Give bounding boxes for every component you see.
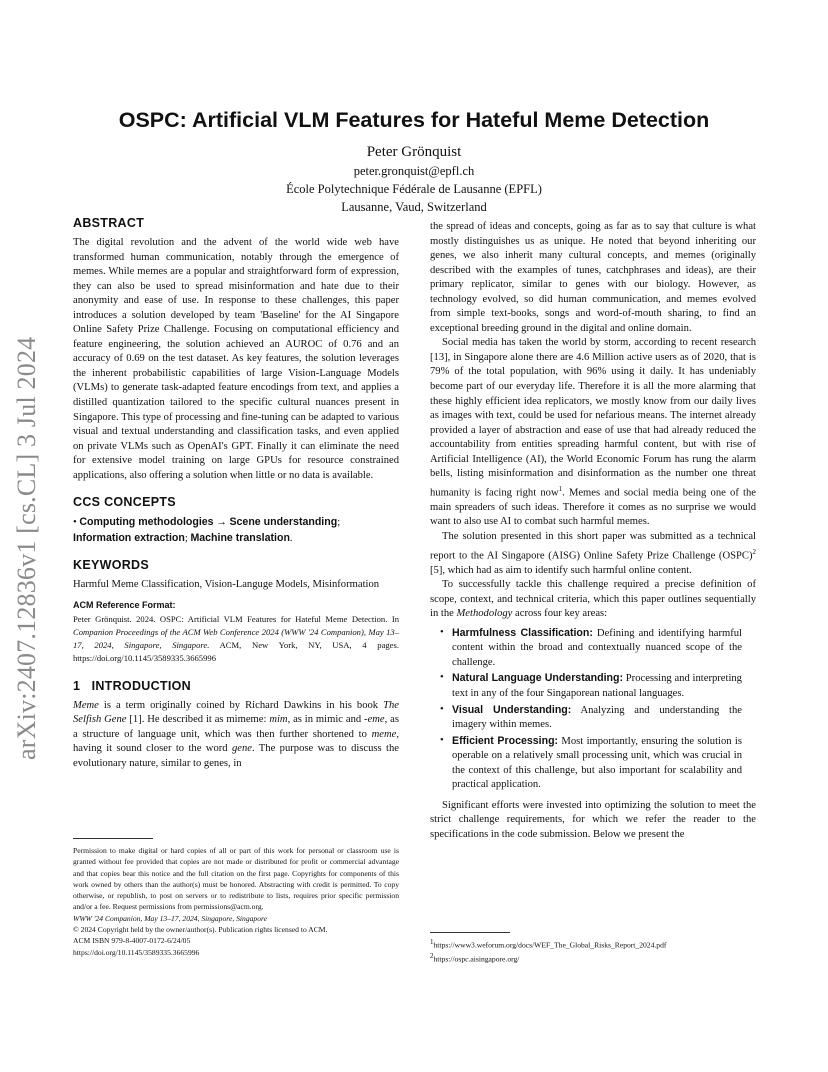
ccs-concepts xyxy=(73,515,399,546)
footnote-url[interactable]: https://ospc.aisingapore.org/ xyxy=(433,954,520,964)
right-p2b: . Memes and social media being one of the main spreaders of such ideas. Therefore it comes as no surprise we would want to also use AI to combat such harmful memes. xyxy=(430,487,756,528)
bullet-term: Visual Understanding: xyxy=(452,703,572,716)
acm-ref-heading: ACM Reference Format: xyxy=(73,599,176,610)
author-location: Lausanne, Vaud, Switzerland xyxy=(341,200,487,214)
ccs-c1: Computing methodologies xyxy=(79,516,214,529)
acm-ref-venue: Companion Proceedings of the ACM Web Conference 2024 (WWW '24 Companion), May 13–17, 2024, Singapore, Singapore. xyxy=(73,626,399,650)
right-column xyxy=(430,220,756,842)
list-item xyxy=(452,734,756,793)
left-column xyxy=(73,216,399,772)
footnote-1 xyxy=(430,937,756,951)
ccs-sep2: ; xyxy=(184,532,191,544)
permission-copyright: © 2024 Copyright held by the owner/author(s). Publication rights licensed to ACM. xyxy=(73,925,328,935)
keywords-heading: KEYWORDS xyxy=(73,558,150,573)
right-p4b: across four key areas: xyxy=(512,608,608,620)
abstract-heading: ABSTRACT xyxy=(73,216,145,230)
ccs-arrow: → xyxy=(216,517,227,529)
footnote-ref-1: 1 xyxy=(558,484,563,493)
intro-s3: The Selfish Gene xyxy=(73,699,399,726)
ccs-c4: Machine translation xyxy=(190,531,290,544)
paper-title: OSPC: Artificial VLM Features for Hateful Meme Detection xyxy=(118,108,710,132)
intro-heading: 1 INTRODUCTION xyxy=(73,678,191,693)
ccs-sep1: ; xyxy=(337,517,341,529)
bullet-text: Analyzing and understanding the imagery within memes. xyxy=(452,704,742,731)
author-email: peter.gronquist@epfl.ch xyxy=(353,164,475,178)
footnote-url[interactable]: https://www3.weforum.org/docs/WEF_The_Global_Risks_Report_2024.pdf xyxy=(433,940,667,950)
footnote-number: 2 xyxy=(430,951,434,960)
right-p2a: Social media has taken the world by storm, according to recent research [13], in Singapore alone there are 4.6 Million active users as of 2020, that is 79% of the total population, with 96% using it daily. It has undeniably become part of our everyday life. Therefore it is all the more alarming that these highly efficient idea replicators, we mostly know from our daily lives as images with text, could be used for nefarious means. The internet already provided a layer of abstraction and ease of use that had already reduced the accountability from entities spreading harmful content, but with rise of Artificial Intelligence (AI), the World Economic Forum has rung the alarm bells, listing misinformation and disinformation as the number one threat humanity is facing right now xyxy=(430,337,756,499)
intro-s6: , as in mimic and xyxy=(287,714,365,726)
ccs-c2: Scene understanding xyxy=(229,516,338,529)
footnote-number: 1 xyxy=(430,938,434,946)
intro-s9: meme xyxy=(371,728,397,740)
keywords-text: Harmful Meme Classification, Vision-Languge Models, Misinformation xyxy=(73,579,380,591)
right-p3 xyxy=(430,530,756,578)
permission-text: Permission to make digital or hard copies of all or part of this work for personal or classroom use is granted without fee provided that copies are not made or distributed for profit or commercial advantage and that copies bear this notice and the full citation on the first page. Copyrights for components of this work owned by others than the author(s) must be honored. Abstracting with credit is permitted. To copy otherwise, or republish, to post on servers or to redistribute to lists, requires prior specific permission and/or a fee. Request permissions from permissions@acm.org. xyxy=(73,846,399,912)
right-p1: the spread of ideas and concepts, going as far as to say that culture is what mostly distinguishes us as unique. He noted that beyond inheriting our genes, we also inherit many cultural concepts, and memes (originally described with the examples of tunes, catchphrases and ideas), are their primary replicator, similar to genes with our biology. However, as technology evolved, so did human communication, and memes evolved from simple text-books, songs and word-of-mouth sharing, to find an exceptional breeding ground in the digital and online domain. xyxy=(430,221,756,334)
bullet-text: Defining and identifying harmful content within the broad and contextually nuanced scope of the challenge. xyxy=(452,627,742,668)
author-name: Peter Grönquist xyxy=(366,144,462,160)
intro-s2: is a term originally coined by Richard Dawkins in his book xyxy=(98,699,384,711)
bullet-term: Efficient Processing: xyxy=(452,734,559,747)
right-p5: Significant efforts were invested into optimizing the solution to meet the strict challenge requirements, for which we refer the reader to the specifications in the code submission. Below we present the xyxy=(430,799,756,840)
author-affiliation: École Polytechnique Fédérale de Lausanne (EPFL) xyxy=(286,182,542,196)
intro-s4: [1]. He described it as mimeme: xyxy=(126,714,270,726)
list-item xyxy=(452,671,756,701)
permission-doi: https://doi.org/10.1145/3589335.3665996 xyxy=(73,947,200,957)
ccs-heading: CCS CONCEPTS xyxy=(73,495,176,510)
footnote-ref-2: 2 xyxy=(752,547,756,556)
arxiv-stamp: arXiv:2407.12836v1 [cs.CL] 3 Jul 2024 xyxy=(12,336,41,760)
bullet-term: Natural Language Understanding: xyxy=(452,672,623,685)
bullet-text: Processing and interpreting text in any of the four Singaporean national languages. xyxy=(452,673,742,700)
right-p4em: Methodology xyxy=(456,608,513,620)
intro-s7: -eme xyxy=(364,714,385,726)
footnotes xyxy=(430,932,756,964)
permission-isbn: ACM ISBN 979-8-4007-0172-6/24/05 xyxy=(73,936,191,946)
list-item xyxy=(452,626,756,671)
intro-s10: , having it sound closer to the word xyxy=(73,728,399,755)
ccs-end: . xyxy=(289,532,293,544)
bullet-text: Most importantly, ensuring the solution is operable on a relatively small processing unit, which was crucial in the context of this challenge, but also important for scalability and practical application. xyxy=(452,735,742,791)
intro-s8: , as a structure of language unit, which was then further shortened to xyxy=(73,714,399,740)
intro-s11: gene xyxy=(231,743,252,755)
ccs-bullet: • xyxy=(73,517,77,529)
author-block xyxy=(214,142,614,216)
right-p2 xyxy=(430,336,756,530)
permission-conf: WWW '24 Companion, May 13–17, 2024, Singapore, Singapore xyxy=(73,913,268,923)
footnote-2 xyxy=(430,951,756,965)
bullet-term: Harmfulness Classification: xyxy=(452,626,593,639)
footnote-rule xyxy=(430,932,510,933)
permission-block xyxy=(73,838,399,958)
permission-rule xyxy=(73,838,153,839)
intro-s1: Meme xyxy=(73,699,99,711)
right-p3a: The solution presented in this short paper was submitted as a technical report to the AI Singapore (AISG) Online Safety Prize Challenge (OSPC) xyxy=(430,531,756,562)
intro-s12: . The purpose was to discuss the evolutionary nature, similar to genes, in xyxy=(73,743,399,770)
intro-s5: mim xyxy=(269,714,288,726)
list-item xyxy=(452,703,756,733)
right-p4a: To successfully tackle this challenge required a precise definition of scope, context, and technical criteria, which this paper outlines sequentially in the xyxy=(430,579,756,620)
right-p3b: [5], which had as aim to identify such harmful online content. xyxy=(430,564,692,576)
acm-ref-part1: Peter Grönquist. 2024. OSPC: Artificial VLM Features for Hateful Meme Detection. In xyxy=(73,613,399,624)
right-p4 xyxy=(430,578,756,622)
acm-ref-part2: ACM, New York, NY, USA, 4 pages. https://doi.org/10.1145/3589335.3665996 xyxy=(73,639,399,663)
abstract-text: The digital revolution and the advent of the world wide web have transformed human communication, notably through the emergence of memes. While memes are a popular and straightforward form of expression, they can also be used to spread misinformation and hate due to their anonymity and ease of use. In response to these challenges, this paper introduces a solution developed by team 'Baseline' for the AI Singapore Online Safety Prize Challenge. Focusing on computational efficiency and feature engineering, the solution achieved an AUROC of 0.76 and an accuracy of 0.69 on the test dataset. As key features, the solution leverages the inherent probabilistic capabilities of large Vision-Language Models (VLMs) to generate task-adapted feature encodings from text, and applies a distilled quantization tailored to the specific cultural nuances present in Singapore. This type of processing and fine-tuning can be adapted to various visual and textual understanding and classification tasks, and even applied on private VLMs such as OpenAI's GPT. Finally it can eliminate the need for extensive model training on large GPUs for resource constrained applications, also offering a solution when little or no data is available. xyxy=(73,237,399,481)
key-areas-list xyxy=(430,626,756,793)
acm-ref-text xyxy=(73,613,399,665)
intro-text xyxy=(73,699,399,772)
ccs-c3: Information extraction xyxy=(73,531,185,544)
